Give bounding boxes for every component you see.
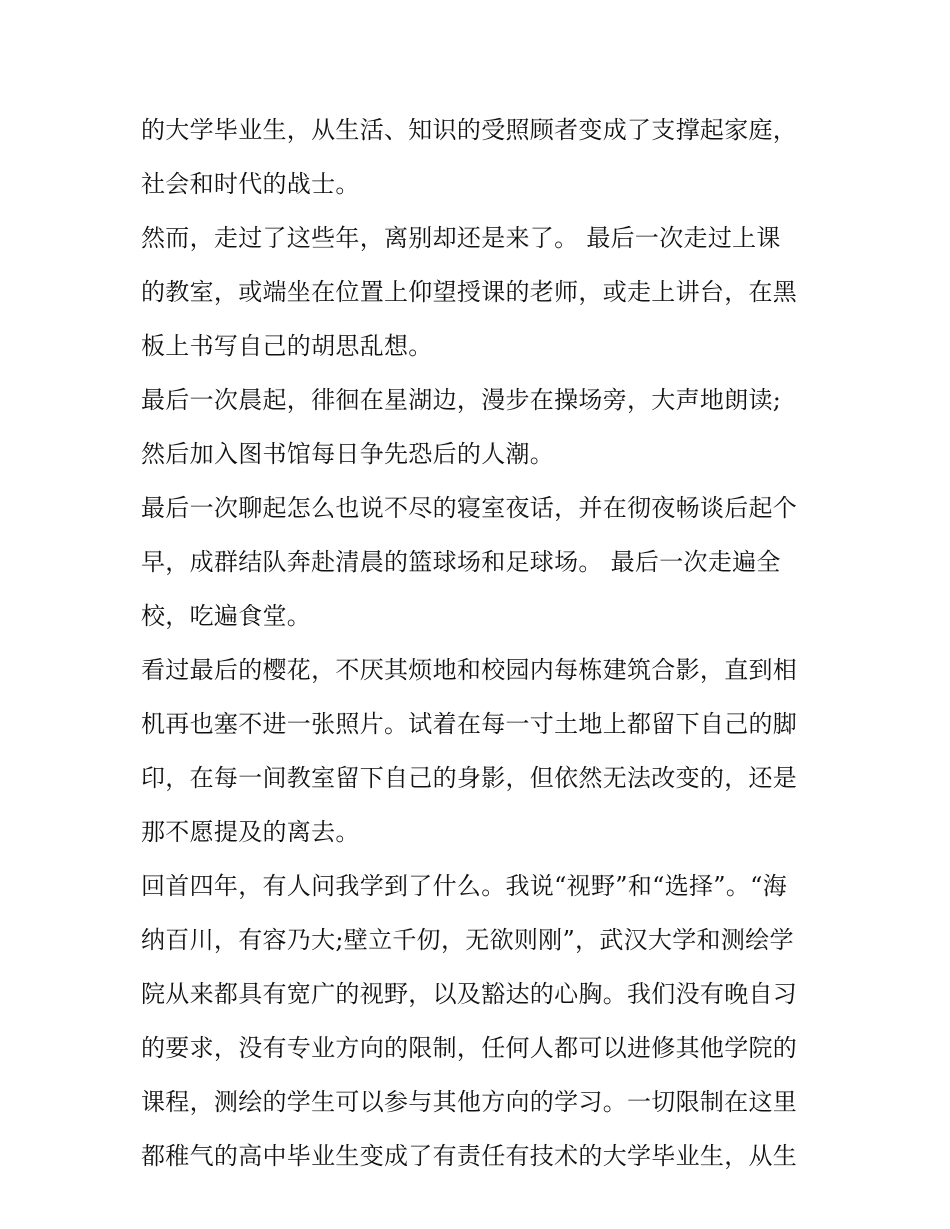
text-line: 都稚气的高中毕业生变成了有责任有技术的大学毕业生，从生 [141,1142,798,1170]
text-line: 看过最后的樱花，不厌其烦地和校园内每栋建筑合影，直到相 [141,656,798,684]
text-line: 校，吃遍食堂。 [141,602,312,630]
text-line: 纳百川，有容乃大;壁立千仞，无欲则刚”，武汉大学和测绘学 [141,926,794,954]
text-line: 社会和时代的战士。 [141,170,360,198]
text-line: 回首四年，有人问我学到了什么。我说“视野”和“选择”。“海 [141,872,788,900]
text-line: 机再也塞不进一张照片。试着在每一寸土地上都留下自己的脚 [141,710,798,738]
text-line: 最后一次晨起，徘徊在星湖边，漫步在操场旁，大声地朗读; [141,386,782,414]
text-line: 早，成群结队奔赴清晨的篮球场和足球场。 最后一次走遍全 [141,548,781,576]
text-line: 那不愿提及的离去。 [141,818,360,846]
text-line: 的教室，或端坐在位置上仰望授课的老师，或走上讲台，在黑 [141,278,798,306]
text-line: 最后一次聊起怎么也说不尽的寝室夜话，并在彻夜畅谈后起个 [141,494,798,522]
document-body [141,103,813,1183]
text-line: 的大学毕业生，从生活、知识的受照顾者变成了支撑起家庭， [141,116,798,144]
text-line: 院从来都具有宽广的视野，以及豁达的心胸。我们没有晚自习 [141,980,798,1008]
text-line: 板上书写自己的胡思乱想。 [141,332,433,360]
text-line: 印，在每一间教室留下自己的身影，但依然无法改变的，还是 [141,764,798,792]
text-line: 然而，走过了这些年，离别却还是来了。 最后一次走过上课 [141,224,781,252]
text-line: 然后加入图书馆每日争先恐后的人潮。 [141,440,555,468]
text-line: 课程，测绘的学生可以参与其他方向的学习。一切限制在这里 [141,1088,798,1116]
text-line: 的要求，没有专业方向的限制，任何人都可以进修其他学院的 [141,1034,798,1062]
